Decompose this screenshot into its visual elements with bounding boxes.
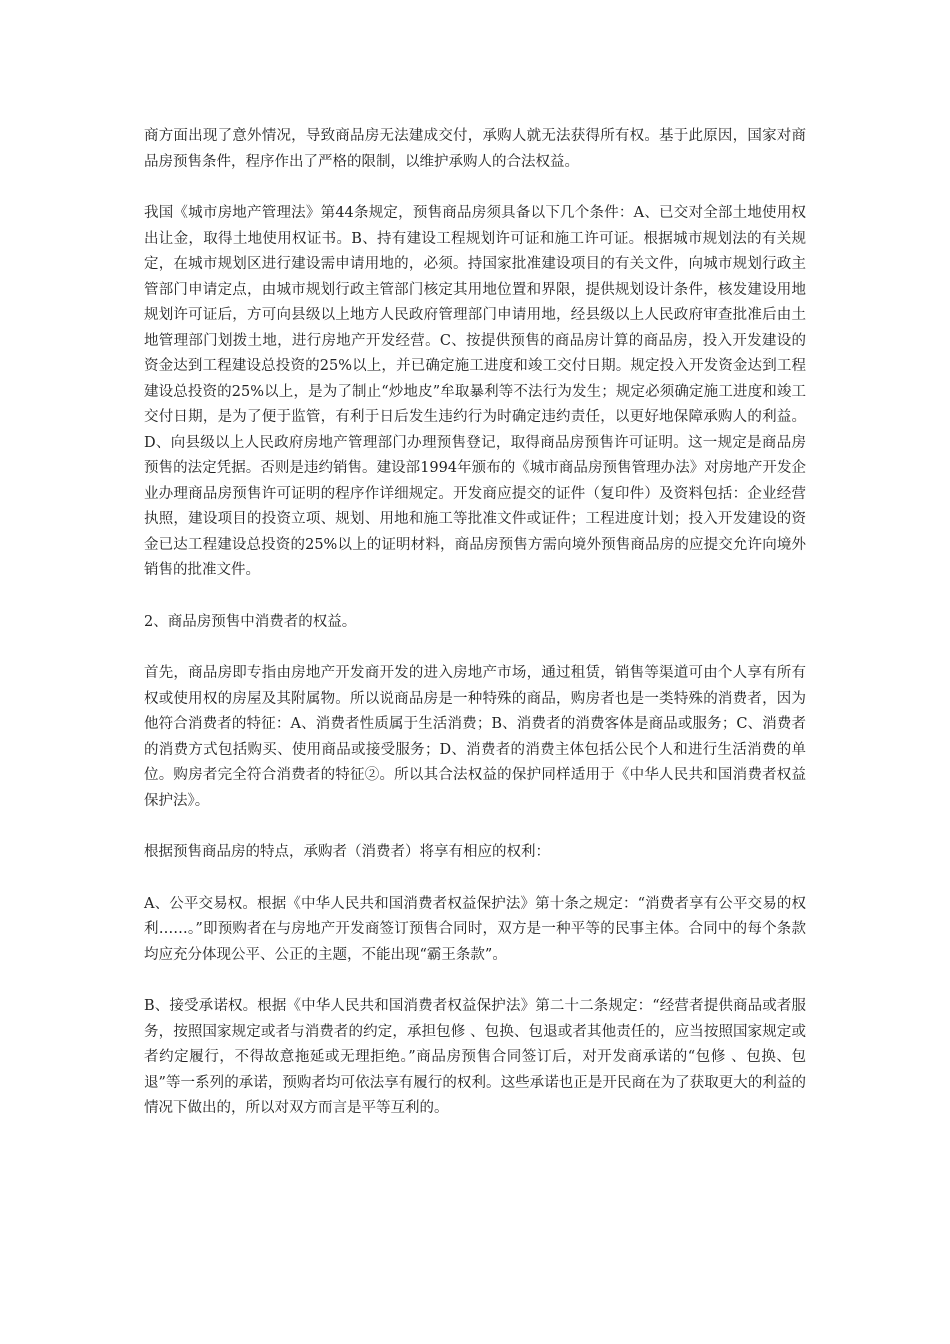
paragraph-intro-continuation: 商方面出现了意外情况，导致商品房无法建成交付，承购人就无法获得所有权。基于此原因，国家对商品房预售条件，程序作出了严格的限制，以维护承购人的合法权益。 xyxy=(144,128,806,170)
paragraph-presale-conditions: 我国《城市房地产管理法》第44条规定，预售商品房须具备以下几个条件：A、已交对全部土地使用权出让金，取得土地使用权证书。B、持有建设工程规划许可证和施工许可证。根据城市规划法的有关规定，在城市规划区进行建设需申请用地的，必须。持国家批准建设项目的有关文件，向城市规划行政主管部门申请定点，由城市规划行政主管部门核定其用地位置和界限，提供规划设计条件，核发建设用地规划许可证后，方可向县级以上地方人民政府管理部门申请用地，经县级以上人民政府审查批准后由土地管理部门划拨土地，进行房地产开发经营。C、按提供预售的商品房计算的商品房，投入开发建设的资金达到工程建设总投资的25%以上，并已确定施工进度和竣工交付日期。规定投入开发资金达到工程建设总投资的25%以上，是为了制止“炒地皮”牟取暴利等不法行为发生；规定必须确定施工进度和竣工交付日期，是为了便于监管，有利于日后发生违约行为时确定违约责任，以更好地保障承购人的利益。D、向县级以上人民政府房地产管理部门办理预售登记，取得商品房预售许可证明。这一规定是商品房预售的法定凭据。否则是违约销售。建设部1994年颁布的《城市商品房预售管理办法》对房地产开发企业办理商品房预售许可证明的程序作详细规定。开发商应提交的证件（复印件）及资料包括：企业经营执照，建设项目的投资立项、规划、用地和施工等批准文件或证件；工程进度计划；投入开发建设的资金已达工程建设总投资的25%以上的证明材料，商品房预售方需向境外预售商品房的应提交允许向境外销售的批准文件。 xyxy=(144,205,806,578)
paragraph-consumer-definition: 首先，商品房即专指由房地产开发商开发的进入房地产市场，通过租赁，销售等渠道可由个人享有所有权或使用权的房屋及其附属物。所以说商品房是一种特殊的商品，购房者也是一类特殊的消费者，因为他符合消费者的特征：A、消费者性质属于生活消费；B、消费者的消费客体是商品或服务；C、消费者的消费方式包括购买、使用商品或接受服务；D、消费者的消费主体包括公民个人和进行生活消费的单位。购房者完全符合消费者的特征②。所以其合法权益的保护同样适用于《中华人民共和国消费者权益保护法》。 xyxy=(144,665,806,809)
paragraph-promise-right: B、接受承诺权。根据《中华人民共和国消费者权益保护法》第二十二条规定：“经营者提供商品或者服务，按照国家规定或者与消费者的约定，承担包修 、包换、包退或者其他责任的，应当按照国家规定或者约定履行，不得故意拖延或无理拒绝。”商品房预售合同签订后，对开发商承诺的“包修 、包换、包退”等一系列的承诺，预购者均可依法享有履行的权利。这些承诺也正是开民商在为了获取更大的利益的情况下做出的，所以对双方而言是平等互利的。 xyxy=(144,998,806,1116)
paragraph-rights-intro: 根据预售商品房的特点，承购者（消费者）将享有相应的权利： xyxy=(144,844,550,860)
document-body xyxy=(144,124,806,1148)
paragraph-fair-trade-right: A、公平交易权。根据《中华人民共和国消费者权益保护法》第十条之规定：“消费者享有公平交易的权利……。”即预购者在与房地产开发商签订预售合同时，双方是一种平等的民事主体。合同中的每个条款均应充分体现公平、公正的主题，不能出现“霸王条款”。 xyxy=(144,895,806,963)
section-heading-consumer-rights: 2、商品房预售中消费者的权益。 xyxy=(144,613,357,630)
